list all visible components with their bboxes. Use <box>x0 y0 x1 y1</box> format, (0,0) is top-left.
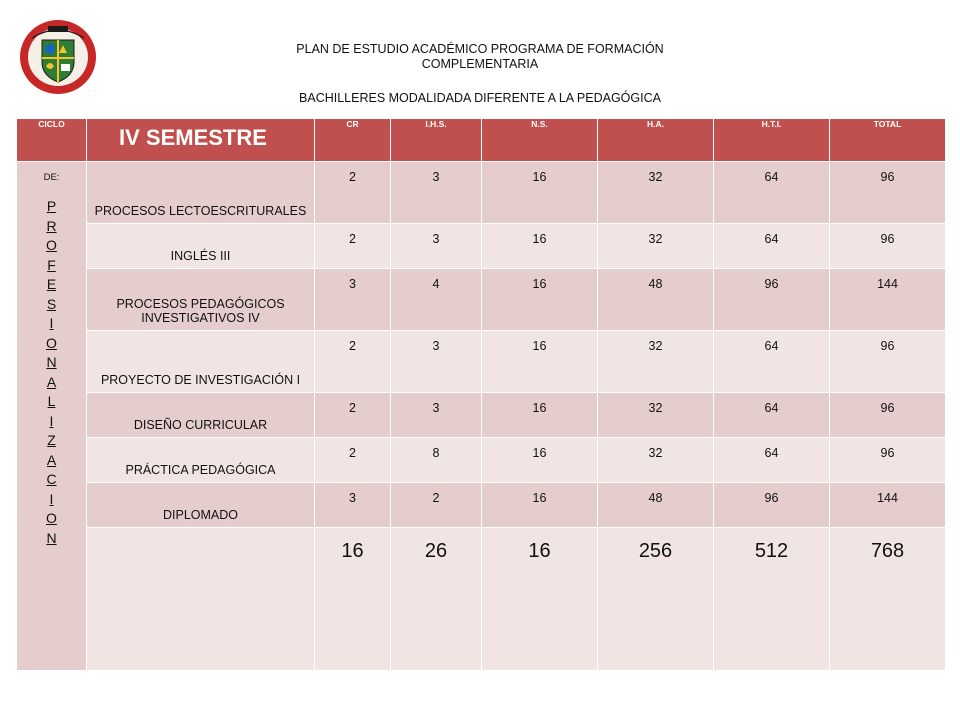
col-header-semester: IV SEMESTRE <box>87 119 315 162</box>
cell-hti: 64 <box>714 438 830 483</box>
cell-ihs: 4 <box>391 269 482 331</box>
cell-ihs: 3 <box>391 162 482 224</box>
totals-row <box>17 528 946 671</box>
cell-total: 96 <box>830 393 946 438</box>
ciclo-vertical-text <box>17 197 86 548</box>
cell-ihs: 8 <box>391 438 482 483</box>
course-name: DIPLOMADO <box>87 483 315 528</box>
ciclo-letter: R <box>46 217 57 234</box>
cell-ihs: 2 <box>391 483 482 528</box>
ciclo-letter: O <box>46 237 57 253</box>
ciclo-letter: O <box>46 510 57 526</box>
cell-ihs: 3 <box>391 331 482 393</box>
cell-hti: 96 <box>714 483 830 528</box>
col-header-ha: H.A. <box>598 119 714 162</box>
table-row <box>17 393 946 438</box>
ciclo-letter: C <box>46 471 57 487</box>
title-line-3: BACHILLERES MODALIDADA DIFERENTE A LA PEDAGÓGICA <box>299 91 661 105</box>
ciclo-letter: P <box>46 198 57 214</box>
cell-hti: 64 <box>714 162 830 224</box>
cell-ns: 16 <box>482 331 598 393</box>
col-header-ciclo: CICLO <box>17 119 87 162</box>
cell-ihs: 3 <box>391 224 482 269</box>
cell-total: 96 <box>830 162 946 224</box>
cell-cr: 2 <box>315 331 391 393</box>
ciclo-letter: I <box>49 490 54 507</box>
page-title <box>220 42 740 106</box>
cell-total: 96 <box>830 224 946 269</box>
course-name: PRÁCTICA PEDAGÓGICA <box>87 438 315 483</box>
col-header-ihs: I.H.S. <box>391 119 482 162</box>
cell-total: 144 <box>830 269 946 331</box>
shield-emblem-icon <box>18 18 98 96</box>
ciclo-letter: O <box>46 334 57 351</box>
title-line-2: COMPLEMENTARIA <box>421 57 539 71</box>
total-cr: 16 <box>315 528 391 671</box>
cell-ns: 16 <box>482 393 598 438</box>
cell-hti: 64 <box>714 224 830 269</box>
cell-cr: 3 <box>315 269 391 331</box>
ciclo-letter: A <box>46 373 57 390</box>
course-name: DISEÑO CURRICULAR <box>87 393 315 438</box>
table-row <box>17 162 946 224</box>
cell-ha: 48 <box>598 483 714 528</box>
cell-cr: 2 <box>315 393 391 438</box>
ciclo-letter: E <box>46 276 57 292</box>
total-ihs: 26 <box>391 528 482 671</box>
cell-cr: 2 <box>315 224 391 269</box>
cell-ha: 32 <box>598 331 714 393</box>
total-hti: 512 <box>714 528 830 671</box>
curriculum-table <box>16 118 946 671</box>
cell-ns: 16 <box>482 224 598 269</box>
ciclo-letter: S <box>46 295 57 312</box>
ciclo-letter: F <box>47 256 56 273</box>
cell-ns: 16 <box>482 438 598 483</box>
ciclo-prefix: DE: <box>43 172 60 183</box>
cell-total: 144 <box>830 483 946 528</box>
cell-ha: 32 <box>598 162 714 224</box>
ciclo-letter: N <box>46 354 57 370</box>
cell-ha: 48 <box>598 269 714 331</box>
ciclo-letter: N <box>46 529 57 546</box>
cell-cr: 3 <box>315 483 391 528</box>
course-name: PROCESOS LECTOESCRITURALES <box>87 162 315 224</box>
ciclo-letter: A <box>46 451 57 468</box>
cell-cr: 2 <box>315 162 391 224</box>
ciclo-letter: L <box>47 393 56 409</box>
ciclo-letter: Z <box>47 432 56 448</box>
cell-hti: 64 <box>714 331 830 393</box>
total-ha: 256 <box>598 528 714 671</box>
course-name: INGLÉS III <box>87 224 315 269</box>
cell-ns: 16 <box>482 483 598 528</box>
totals-label-empty <box>87 528 315 671</box>
cell-ha: 32 <box>598 393 714 438</box>
table-row <box>17 331 946 393</box>
table-row <box>17 269 946 331</box>
cell-hti: 64 <box>714 393 830 438</box>
col-header-cr: CR <box>315 119 391 162</box>
table-row <box>17 438 946 483</box>
cell-cr: 2 <box>315 438 391 483</box>
ciclo-letter: I <box>49 412 54 429</box>
table-row <box>17 224 946 269</box>
course-name: PROYECTO DE INVESTIGACIÓN I <box>87 331 315 393</box>
col-header-total: TOTAL <box>830 119 946 162</box>
table-header-row <box>17 119 946 162</box>
col-header-hti: H.T.I. <box>714 119 830 162</box>
table-row <box>17 483 946 528</box>
cell-ns: 16 <box>482 269 598 331</box>
cell-total: 96 <box>830 331 946 393</box>
institution-logo <box>18 18 98 96</box>
cell-ihs: 3 <box>391 393 482 438</box>
ciclo-letter: I <box>49 315 54 331</box>
cell-hti: 96 <box>714 269 830 331</box>
cell-ha: 32 <box>598 438 714 483</box>
col-header-ns: N.S. <box>482 119 598 162</box>
total-ns: 16 <box>482 528 598 671</box>
cell-ns: 16 <box>482 162 598 224</box>
total-total: 768 <box>830 528 946 671</box>
cell-ha: 32 <box>598 224 714 269</box>
title-line-1: PLAN DE ESTUDIO ACADÉMICO PROGRAMA DE FORMACIÓN <box>296 42 664 56</box>
ciclo-cell <box>17 162 87 671</box>
cell-total: 96 <box>830 438 946 483</box>
course-name: PROCESOS PEDAGÓGICOS INVESTIGATIVOS IV <box>87 269 315 331</box>
